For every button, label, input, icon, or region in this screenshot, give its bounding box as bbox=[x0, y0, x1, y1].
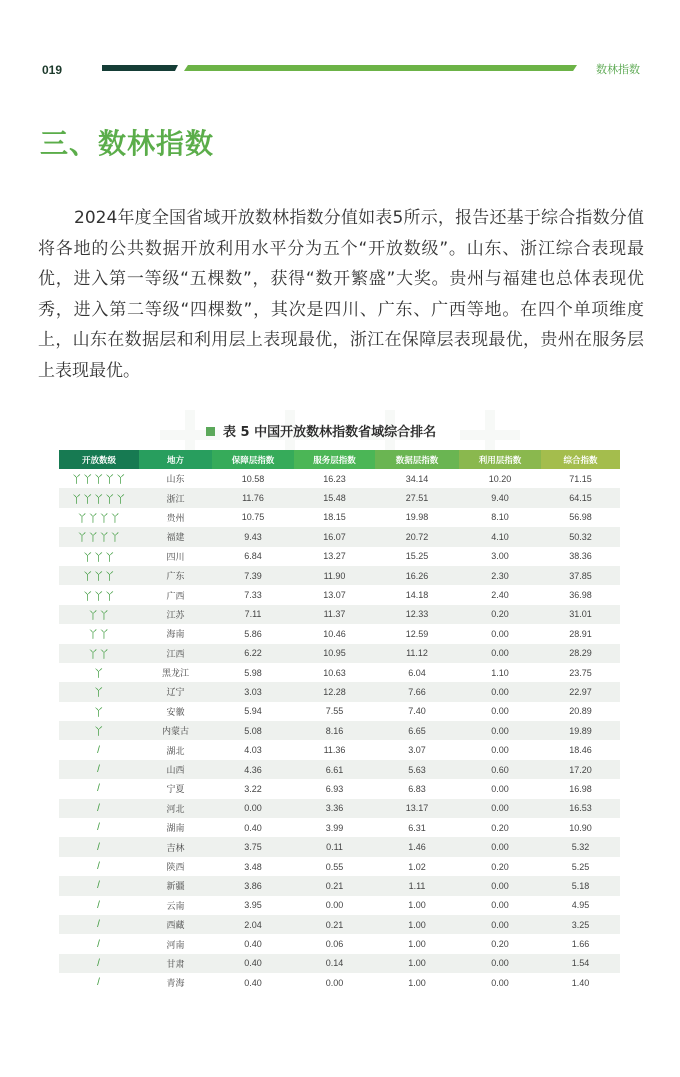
score-cell: 3.86 bbox=[212, 876, 294, 895]
score-cell: 1.00 bbox=[375, 896, 459, 915]
score-cell: 3.00 bbox=[459, 547, 541, 566]
score-cell: 2.30 bbox=[459, 566, 541, 585]
score-cell: 0.21 bbox=[294, 876, 375, 895]
region-cell: 福建 bbox=[139, 527, 212, 546]
score-cell: 0.00 bbox=[459, 740, 541, 759]
column-header: 综合指数 bbox=[541, 450, 620, 469]
table-row bbox=[59, 740, 620, 759]
header-bar-dark bbox=[102, 65, 178, 71]
sapling-icon: 丫 bbox=[59, 721, 139, 740]
score-cell: 18.15 bbox=[294, 508, 375, 527]
region-cell: 湖北 bbox=[139, 740, 212, 759]
region-cell: 浙江 bbox=[139, 488, 212, 507]
table-row bbox=[59, 566, 620, 585]
score-cell: 5.94 bbox=[212, 702, 294, 721]
sapling-icon: 丫丫 bbox=[59, 624, 139, 643]
level-cell: / bbox=[59, 837, 139, 856]
score-cell: 0.20 bbox=[459, 818, 541, 837]
score-cell: 1.02 bbox=[375, 857, 459, 876]
score-cell: 1.10 bbox=[459, 663, 541, 682]
score-cell: 5.25 bbox=[541, 857, 620, 876]
sapling-icon: 丫丫丫丫 bbox=[59, 527, 139, 546]
score-cell: 6.22 bbox=[212, 644, 294, 663]
table-body bbox=[59, 469, 620, 993]
score-cell: 0.00 bbox=[459, 644, 541, 663]
score-cell: 0.20 bbox=[459, 605, 541, 624]
region-cell: 河南 bbox=[139, 934, 212, 953]
score-cell: 56.98 bbox=[541, 508, 620, 527]
table-row bbox=[59, 721, 620, 740]
header-bar-green bbox=[184, 65, 577, 71]
table-row bbox=[59, 527, 620, 546]
score-cell: 9.40 bbox=[459, 488, 541, 507]
score-cell: 6.31 bbox=[375, 818, 459, 837]
score-cell: 10.95 bbox=[294, 644, 375, 663]
level-cell: / bbox=[59, 779, 139, 798]
score-cell: 12.59 bbox=[375, 624, 459, 643]
score-cell: 64.15 bbox=[541, 488, 620, 507]
level-cell: / bbox=[59, 954, 139, 973]
score-cell: 9.43 bbox=[212, 527, 294, 546]
sapling-icon: 丫丫 bbox=[59, 605, 139, 624]
table-row bbox=[59, 876, 620, 895]
score-cell: 15.25 bbox=[375, 547, 459, 566]
score-cell: 6.61 bbox=[294, 760, 375, 779]
level-cell: / bbox=[59, 818, 139, 837]
score-cell: 5.32 bbox=[541, 837, 620, 856]
score-cell: 16.07 bbox=[294, 527, 375, 546]
score-cell: 10.58 bbox=[212, 469, 294, 488]
score-cell: 5.86 bbox=[212, 624, 294, 643]
score-cell: 3.95 bbox=[212, 896, 294, 915]
table-row bbox=[59, 682, 620, 701]
score-cell: 14.18 bbox=[375, 585, 459, 604]
score-cell: 28.29 bbox=[541, 644, 620, 663]
level-cell: / bbox=[59, 915, 139, 934]
region-cell: 青海 bbox=[139, 973, 212, 992]
score-cell: 1.46 bbox=[375, 837, 459, 856]
score-cell: 0.40 bbox=[212, 934, 294, 953]
region-cell: 山西 bbox=[139, 760, 212, 779]
score-cell: 12.33 bbox=[375, 605, 459, 624]
score-cell: 18.46 bbox=[541, 740, 620, 759]
table-row bbox=[59, 760, 620, 779]
region-cell: 宁夏 bbox=[139, 779, 212, 798]
score-cell: 3.22 bbox=[212, 779, 294, 798]
table-row bbox=[59, 779, 620, 798]
score-cell: 0.11 bbox=[294, 837, 375, 856]
score-cell: 2.40 bbox=[459, 585, 541, 604]
score-cell: 3.48 bbox=[212, 857, 294, 876]
score-cell: 7.39 bbox=[212, 566, 294, 585]
score-cell: 17.20 bbox=[541, 760, 620, 779]
table-row bbox=[59, 954, 620, 973]
score-cell: 13.17 bbox=[375, 799, 459, 818]
score-cell: 1.66 bbox=[541, 934, 620, 953]
score-cell: 0.00 bbox=[459, 876, 541, 895]
score-cell: 0.20 bbox=[459, 857, 541, 876]
score-cell: 1.00 bbox=[375, 954, 459, 973]
score-cell: 0.00 bbox=[459, 682, 541, 701]
score-cell: 3.03 bbox=[212, 682, 294, 701]
score-cell: 27.51 bbox=[375, 488, 459, 507]
score-cell: 10.75 bbox=[212, 508, 294, 527]
column-header: 开放数级 bbox=[59, 450, 139, 469]
caption-marker-icon bbox=[206, 427, 215, 436]
score-cell: 0.00 bbox=[459, 837, 541, 856]
score-cell: 0.60 bbox=[459, 760, 541, 779]
region-cell: 贵州 bbox=[139, 508, 212, 527]
score-cell: 15.48 bbox=[294, 488, 375, 507]
column-header: 地方 bbox=[139, 450, 212, 469]
table-row bbox=[59, 585, 620, 604]
score-cell: 8.16 bbox=[294, 721, 375, 740]
table-row bbox=[59, 663, 620, 682]
table-row bbox=[59, 973, 620, 992]
score-cell: 12.28 bbox=[294, 682, 375, 701]
region-cell: 吉林 bbox=[139, 837, 212, 856]
score-cell: 0.40 bbox=[212, 954, 294, 973]
region-cell: 内蒙古 bbox=[139, 721, 212, 740]
score-cell: 1.00 bbox=[375, 915, 459, 934]
score-cell: 10.63 bbox=[294, 663, 375, 682]
region-cell: 江苏 bbox=[139, 605, 212, 624]
sapling-icon: 丫丫丫丫 bbox=[59, 508, 139, 527]
score-cell: 28.91 bbox=[541, 624, 620, 643]
score-cell: 7.66 bbox=[375, 682, 459, 701]
region-cell: 江西 bbox=[139, 644, 212, 663]
score-cell: 8.10 bbox=[459, 508, 541, 527]
score-cell: 7.55 bbox=[294, 702, 375, 721]
table-row bbox=[59, 508, 620, 527]
sapling-icon: 丫丫丫丫丫 bbox=[59, 469, 139, 488]
ranking-table bbox=[59, 450, 620, 993]
score-cell: 16.23 bbox=[294, 469, 375, 488]
score-cell: 0.40 bbox=[212, 973, 294, 992]
score-cell: 10.46 bbox=[294, 624, 375, 643]
score-cell: 11.36 bbox=[294, 740, 375, 759]
score-cell: 0.14 bbox=[294, 954, 375, 973]
score-cell: 3.75 bbox=[212, 837, 294, 856]
score-cell: 1.40 bbox=[541, 973, 620, 992]
score-cell: 0.00 bbox=[459, 721, 541, 740]
table-caption bbox=[206, 421, 436, 440]
level-cell: / bbox=[59, 934, 139, 953]
score-cell: 38.36 bbox=[541, 547, 620, 566]
score-cell: 6.84 bbox=[212, 547, 294, 566]
sapling-icon: 丫丫 bbox=[59, 644, 139, 663]
score-cell: 23.75 bbox=[541, 663, 620, 682]
sapling-icon: 丫 bbox=[59, 663, 139, 682]
level-cell: / bbox=[59, 760, 139, 779]
column-header: 利用层指数 bbox=[459, 450, 541, 469]
level-cell: / bbox=[59, 973, 139, 992]
score-cell: 0.06 bbox=[294, 934, 375, 953]
score-cell: 0.21 bbox=[294, 915, 375, 934]
sapling-icon: 丫丫丫 bbox=[59, 566, 139, 585]
table-row bbox=[59, 702, 620, 721]
score-cell: 13.27 bbox=[294, 547, 375, 566]
score-cell: 7.33 bbox=[212, 585, 294, 604]
sapling-icon: 丫丫丫 bbox=[59, 547, 139, 566]
score-cell: 0.00 bbox=[459, 915, 541, 934]
score-cell: 7.40 bbox=[375, 702, 459, 721]
region-cell: 新疆 bbox=[139, 876, 212, 895]
region-cell: 安徽 bbox=[139, 702, 212, 721]
score-cell: 3.99 bbox=[294, 818, 375, 837]
page-number: 019 bbox=[42, 63, 63, 77]
score-cell: 0.00 bbox=[459, 624, 541, 643]
region-cell: 河北 bbox=[139, 799, 212, 818]
region-cell: 山东 bbox=[139, 469, 212, 488]
score-cell: 0.00 bbox=[459, 799, 541, 818]
region-cell: 海南 bbox=[139, 624, 212, 643]
sapling-icon: 丫 bbox=[59, 702, 139, 721]
score-cell: 0.00 bbox=[294, 896, 375, 915]
score-cell: 16.98 bbox=[541, 779, 620, 798]
score-cell: 6.04 bbox=[375, 663, 459, 682]
score-cell: 11.90 bbox=[294, 566, 375, 585]
score-cell: 0.00 bbox=[459, 779, 541, 798]
region-cell: 甘肃 bbox=[139, 954, 212, 973]
score-cell: 6.93 bbox=[294, 779, 375, 798]
region-cell: 广西 bbox=[139, 585, 212, 604]
body-paragraph: 2024年度全国省域开放数林指数分值如表5所示，报告还基于综合指数分值将各地的公共数据开放利用水平分为五个“开放数级”。山东、浙江综合表现最优，进入第一等级“五棵数”，获得“数开繁盛”大奖。贵州与福建也总体表现优秀，进入第二等级“四棵数”，其次是四川、广东、广西等地。在四个单项维度上，山东在数据层和利用层上表现最优，浙江在保障层表现最优，贵州在服务层上表现最优。 bbox=[38, 208, 644, 381]
score-cell: 19.89 bbox=[541, 721, 620, 740]
score-cell: 16.26 bbox=[375, 566, 459, 585]
table-row bbox=[59, 818, 620, 837]
table-row bbox=[59, 896, 620, 915]
table-row bbox=[59, 915, 620, 934]
score-cell: 2.04 bbox=[212, 915, 294, 934]
score-cell: 0.00 bbox=[459, 896, 541, 915]
table-row bbox=[59, 799, 620, 818]
sapling-icon: 丫 bbox=[59, 682, 139, 701]
score-cell: 50.32 bbox=[541, 527, 620, 546]
score-cell: 0.40 bbox=[212, 818, 294, 837]
table-header-row bbox=[59, 450, 620, 469]
region-cell: 黑龙江 bbox=[139, 663, 212, 682]
score-cell: 5.08 bbox=[212, 721, 294, 740]
score-cell: 0.00 bbox=[459, 954, 541, 973]
score-cell: 0.00 bbox=[459, 702, 541, 721]
score-cell: 10.90 bbox=[541, 818, 620, 837]
score-cell: 4.03 bbox=[212, 740, 294, 759]
score-cell: 0.55 bbox=[294, 857, 375, 876]
table-row bbox=[59, 644, 620, 663]
score-cell: 5.98 bbox=[212, 663, 294, 682]
score-cell: 20.89 bbox=[541, 702, 620, 721]
score-cell: 11.37 bbox=[294, 605, 375, 624]
table-row bbox=[59, 857, 620, 876]
level-cell: / bbox=[59, 896, 139, 915]
sapling-icon: 丫丫丫丫丫 bbox=[59, 488, 139, 507]
table-row bbox=[59, 624, 620, 643]
column-header: 数据层指数 bbox=[375, 450, 459, 469]
score-cell: 20.72 bbox=[375, 527, 459, 546]
region-cell: 广东 bbox=[139, 566, 212, 585]
header-section-label: 数林指数 bbox=[596, 63, 640, 76]
table-row bbox=[59, 837, 620, 856]
level-cell: / bbox=[59, 876, 139, 895]
score-cell: 5.63 bbox=[375, 760, 459, 779]
score-cell: 11.76 bbox=[212, 488, 294, 507]
score-cell: 0.00 bbox=[212, 799, 294, 818]
score-cell: 19.98 bbox=[375, 508, 459, 527]
table-row bbox=[59, 934, 620, 953]
score-cell: 31.01 bbox=[541, 605, 620, 624]
score-cell: 71.15 bbox=[541, 469, 620, 488]
score-cell: 6.83 bbox=[375, 779, 459, 798]
score-cell: 0.00 bbox=[294, 973, 375, 992]
region-cell: 云南 bbox=[139, 896, 212, 915]
column-header: 服务层指数 bbox=[294, 450, 375, 469]
table-row bbox=[59, 488, 620, 507]
score-cell: 37.85 bbox=[541, 566, 620, 585]
score-cell: 13.07 bbox=[294, 585, 375, 604]
region-cell: 西藏 bbox=[139, 915, 212, 934]
table-row bbox=[59, 547, 620, 566]
score-cell: 36.98 bbox=[541, 585, 620, 604]
score-cell: 0.00 bbox=[459, 973, 541, 992]
table-caption-text: 表 5 中国开放数林指数省域综合排名 bbox=[223, 425, 437, 440]
score-cell: 1.00 bbox=[375, 934, 459, 953]
score-cell: 7.11 bbox=[212, 605, 294, 624]
level-cell: / bbox=[59, 857, 139, 876]
score-cell: 1.00 bbox=[375, 973, 459, 992]
region-cell: 辽宁 bbox=[139, 682, 212, 701]
score-cell: 1.54 bbox=[541, 954, 620, 973]
score-cell: 4.10 bbox=[459, 527, 541, 546]
score-cell: 11.12 bbox=[375, 644, 459, 663]
table-row bbox=[59, 605, 620, 624]
score-cell: 3.07 bbox=[375, 740, 459, 759]
table-row bbox=[59, 469, 620, 488]
section-title: 三、数林指数 bbox=[40, 127, 215, 160]
region-cell: 湖南 bbox=[139, 818, 212, 837]
score-cell: 1.11 bbox=[375, 876, 459, 895]
score-cell: 3.25 bbox=[541, 915, 620, 934]
region-cell: 四川 bbox=[139, 547, 212, 566]
level-cell: / bbox=[59, 740, 139, 759]
score-cell: 10.20 bbox=[459, 469, 541, 488]
column-header: 保障层指数 bbox=[212, 450, 294, 469]
sapling-icon: 丫丫丫 bbox=[59, 585, 139, 604]
score-cell: 4.36 bbox=[212, 760, 294, 779]
region-cell: 陕西 bbox=[139, 857, 212, 876]
score-cell: 6.65 bbox=[375, 721, 459, 740]
score-cell: 22.97 bbox=[541, 682, 620, 701]
score-cell: 16.53 bbox=[541, 799, 620, 818]
score-cell: 0.20 bbox=[459, 934, 541, 953]
score-cell: 3.36 bbox=[294, 799, 375, 818]
score-cell: 5.18 bbox=[541, 876, 620, 895]
level-cell: / bbox=[59, 799, 139, 818]
score-cell: 4.95 bbox=[541, 896, 620, 915]
score-cell: 34.14 bbox=[375, 469, 459, 488]
